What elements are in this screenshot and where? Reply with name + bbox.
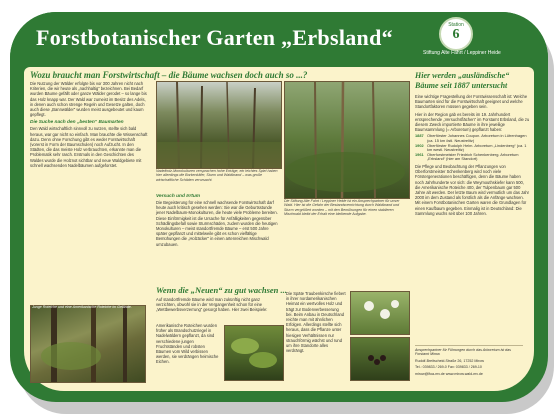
photo2-caption: Die Stiftung Alte Fahrt / Leppiner Heide ist ein Ansprechpartner für unser Wald. Hier ist die Gefahr der Bestandsvernichtung durch Waldbrand und Sturm vergrößert worden – mit den Bemühungen für einen stabileren Mischwald bleibt der Erhalt eine bleibende Aufgabe. (284, 199, 400, 217)
station-number: 6 (452, 27, 460, 42)
photo-oak-leaves (224, 325, 284, 381)
photo-cherry-flowers-graphic (351, 292, 409, 334)
station-badge (439, 17, 473, 51)
photo-mixed-forest (284, 81, 410, 199)
trial-text: Die Begeisterung für eine schnell wachsende Forstwirtschaft darf heute auch kritisch gesehen werden: Sie war die Geburtsstunde jener Nadelbaum-Monokulturen, die heute viele Probleme bereiten. Diese Einförmigkeit ist die Ursache für Anfälligkeiten gegenüber Schädlingsbefall sowie Sturmschäden, zudem wurden die heutigen Monokulturen – meist standortfremde Bäume – erst 500 Jahre später gepflanzt und mittelweile gibt es schon vielfältige Bemühungen die „Holzäcker“ in einen artenreichen Mischwald umzubauen. (156, 200, 278, 247)
photo-cherry-fruit-graphic (351, 338, 409, 380)
neuen-section (156, 297, 280, 315)
year-text: Oberförster Johannes Coupon. Arboretum in Lütrenhagen (ca. 15 km östl. Neustrelitz) (427, 133, 527, 144)
kirsche-text: Die Späte Traubenkirsche fiebert in ihrer nordamerikanischen Heimat ein wertvolles Holz und trägt zur Bodenverbesserung bei. Beim Anbau in Deutschland reichte man mit ähnlichen Erfolgen. Allerdings stellte sich heraus, dass die Pflanze unter hiesigen Verhältnissen nur strauchförmig wächst und rund um ihre Standorte alles verdrängt. (286, 291, 346, 354)
trial-section (156, 191, 280, 249)
main-heading: Wozu braucht man Forstwirtschaft – die Bäume wachsen doch auch so ...? (30, 70, 308, 80)
kirsche-section (286, 291, 346, 355)
roteiche-section (156, 323, 220, 367)
column-sidebar (415, 71, 530, 218)
contact-address: Rudolf-Breitscheid-Straße 26, 17252 Mirow (415, 358, 484, 363)
year-label: 1961 (415, 151, 424, 157)
year-text: Oberforstmeister Friedrich Schenkenberg. Arboretum „Erbsland“ (hier am Standort) (427, 151, 519, 162)
neuen-heading: Wenn die „Neuen“ zu gut wachsen ... (156, 285, 287, 295)
contact-box (415, 345, 523, 378)
sidebar-paragraph: Die Pflege und Beobachtung der Pflanzungen von Oberforstmeister Schenkenberg wird noch viele Förstergenerationen beschäftigen, denn die Bäume haben noch Jahrhunderte vor sich: die Weymouthskiefer kann 500, die Amerikanische Roteiche 400, der Tulpenbaum gar 500 Jahre alt werden. Der letzte Baum wird vermutlich um das Jahr 2000 im dem Zustand als forstlich als die Anfänge wachsen. Mit einem Forstbotanischen Garten waren die Grundlagen für einen Kaufbaum gegeben. Einmalig ist in Deutschland: Die Sammlung wuchs seit über 100 Jahren. (415, 163, 529, 216)
photo-cherry-fruit (350, 337, 410, 381)
board-header (10, 12, 548, 62)
contact-title: Ansprechpartner für Führungen durch das Arboretum ist das Forstamt Mirow. (415, 348, 511, 357)
photo-dead-forest-graphic (157, 82, 281, 168)
trial-heading: Versuch und Irrtum (156, 194, 201, 199)
year-label: 1887 (415, 133, 424, 139)
year-text: Oberförster Rudolph Helm. Arboretum „Lindenberg“ (ca. 1 km westl. Neustrelitz) (427, 142, 527, 153)
photo-mixed-forest-graphic (285, 82, 409, 198)
foundation-label: Stiftung Alte Fahrt / Leppiner Heide (423, 50, 501, 56)
year-label: 1902 (415, 142, 424, 148)
photo-roteiche-graphic (31, 306, 145, 382)
contact-mail: mirow@lfoa-mv.de www.mirow.wald-mv.de (415, 371, 483, 376)
column-history (30, 81, 148, 170)
years-list (415, 134, 530, 162)
sidebar-heading: Hier werden „ausländische“ Bäume seit 1887 untersucht (415, 71, 510, 90)
neuen-text2: Amerikanische Roteichen wurden früher als Brandschutzriegel in Nadelwäldern gepflanzt, da sind verschiedene jungen Fruchtständen und robsten Bäumen vom Wild verbissen werden, sie verdrängen heimische Eichen. (156, 323, 219, 365)
search-heading: Die Suche nach den „besten“ Baumarten (30, 120, 124, 126)
photo3-caption: Junge Roteiche und eine Amerikanische Roteiche im Gelände. (32, 305, 132, 309)
info-board (10, 12, 548, 402)
photo-roteiche (30, 305, 146, 383)
intro-text: Die Nutzung der Wälder erfolgte bis vor 300 Jahren nicht nach Kriterien, die wir heute als „nachhaltig“ bezeichnen. Bei Bedarf wurden Bäume gefällt oder ganze Wälder gerodet – so lange bis das Holz knapp war. Der Wald war zumeist im Besitz des Adels, in denen auch schon strenge Regeln und Gesetze galten, doch auch diese „Bannwälder“ wurden meist ausgebeutet und kaum gepflegt. (30, 81, 147, 118)
photo1-caption: Nadelholz-Monokulturen versprachen hohe Erträge, ein leichtes Spiel haben hier allerdings die Borkenkäfer, Sturm und Waldbrand – was große wirtschaftliche Schäden verursacht. (156, 169, 278, 182)
photo-cherry-flowers (350, 291, 410, 335)
sidebar-intro2: Hier in der Region gab es bereits im 19. Jahrhundert entsprechende „Versuchsflächen“ im Forstamt Erbsland, die zu diesem Zweck importierte Bäume in ihre jeweilige Baumsammlung (= Arboretum) gepflanzt haben: (415, 111, 530, 133)
photo-oak-leaves-graphic (225, 326, 283, 380)
search-text: Den Wald wirtschaftlich sinnvoll zu nutzen, stellte sich bald heraus, war gar nicht so einfach. Man brauchte die Wissenschaft dazu. Denn ohne Forschung gibt es weder Forstwirtschaft (vorerst in Form der Baumschulen) noch Aufzucht. In den Städten, die das meiste Holz verbrauchten, erkannte man die Problematik sehr rasch. Erstmals in den Geschichten des Waldes wurde die Holznot sichtbar und neue Waldgebiete mit schnell wachsenden Nadelbäumen aufgeforstet. (30, 126, 148, 168)
contact-phone: Tel.: 039833 / 269-0 Fax: 039833 / 269-10 (415, 365, 482, 370)
neuen-text: Auf standortfremde Bäume wird man zukünftig nicht ganz verzichten, obwohl sie in der Vergangenheit schon für eine „Wettbewerbsverzerrung“ gesorgt haben. Hier zwei Beispiele: (156, 297, 268, 313)
sidebar-intro: Eine wichtige Fragestellung der Forstwissenschaft ist: Welche Baumarten sind für die Forstwirtschaft geeignet und welche Standortfaktoren müssen gegeben sein. (415, 94, 528, 110)
board-title: Forstbotanischer Garten „Erbsland“ (36, 25, 393, 50)
content-panel (24, 67, 534, 391)
photo-dead-forest (156, 81, 282, 169)
year-row (415, 153, 530, 162)
station-label: Station (448, 22, 464, 28)
